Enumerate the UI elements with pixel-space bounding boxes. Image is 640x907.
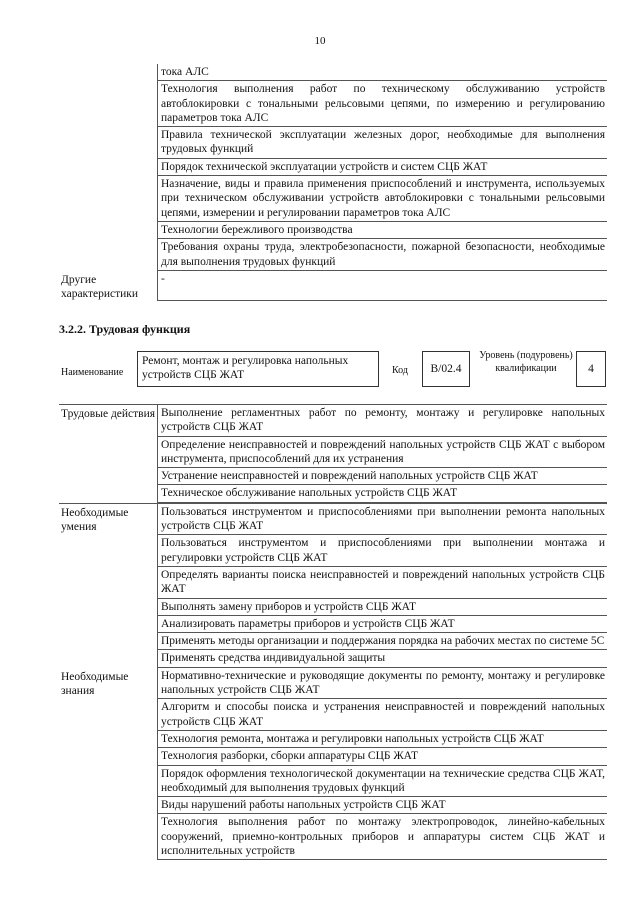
- table-cell: Технология разборки, сборки аппаратуры СЦБ ЖАТ: [158, 748, 607, 765]
- table-cell: Нормативно-технические и руководящие документы по ремонту, монтажу и регулировке напольных устройств СЦБ ЖАТ: [158, 668, 607, 700]
- table-cell: Технология ремонта, монтажа и регулировки напольных устройств СЦБ ЖАТ: [158, 731, 607, 748]
- table-cell: Применять методы организации и поддержания порядка на рабочих местах по системе 5С: [158, 633, 607, 650]
- table-cell: Технологии бережливого производства: [158, 222, 607, 239]
- table-cell: Выполнение регламентных работ по ремонту, монтажу и регулировке напольных устройств СЦБ ЖАТ: [158, 405, 607, 437]
- table-cell: Виды нарушений работы напольных устройств СЦБ ЖАТ: [158, 797, 607, 814]
- table-cell: Техническое обслуживание напольных устройств СЦБ ЖАТ: [158, 485, 607, 502]
- table-cell: Требования охраны труда, электробезопасности, пожарной безопасности, необходимые для выполнения трудовых функций: [158, 239, 607, 271]
- name-label: Наименование: [61, 367, 124, 378]
- table-cell: Порядок технической эксплуатации устройств и систем СЦБ ЖАТ: [158, 159, 607, 176]
- table-cell: Пользоваться инструментом и приспособлениями при выполнении монтажа и регулировки устройств СЦБ ЖАТ: [158, 535, 607, 567]
- table-cell: Назначение, виды и правила применения приспособлений и инструмента, используемых при техническом обслуживании устройств автоблокировки с тональными рельсовыми цепями, измерении и регулировании параметров тока АЛС: [158, 176, 607, 222]
- table-cell: Пользоваться инструментом и приспособлениями при выполнении ремонта напольных устройств СЦБ ЖАТ: [158, 504, 607, 536]
- labor-actions-row: [59, 405, 607, 503]
- table-cell: Алгоритм и способы поиска и устранения неисправностей и повреждений напольных устройств СЦБ ЖАТ: [158, 699, 607, 731]
- table-cell: Применять средства индивидуальной защиты: [158, 650, 607, 667]
- skills-label: Необходимые умения: [61, 506, 129, 534]
- other-characteristics-value: -: [158, 271, 607, 301]
- table-cell: Определять варианты поиска неисправностей и повреждений напольных устройств СЦБ ЖАТ: [158, 567, 607, 599]
- table-cell: Порядок оформления технологической документации на технические средства СЦБ ЖАТ, необходимый для выполнения трудовых функций: [158, 766, 607, 798]
- page-number: 10: [314, 35, 326, 47]
- table-cell: Анализировать параметры приборов и устройств СЦБ ЖАТ: [158, 616, 607, 633]
- code-value: В/02.4: [422, 351, 470, 387]
- table-cell: Технология выполнения работ по монтажу электропроводок, линейно-кабельных сооружений, приемно-контрольных приборов и аппаратуры систем СЦБ ЖАТ и исполнительных устройств: [158, 814, 607, 860]
- name-value: Ремонт, монтаж и регулировка напольных устройств СЦБ ЖАТ: [137, 351, 379, 387]
- table-cell: Выполнять замену приборов и устройств СЦБ ЖАТ: [158, 599, 607, 616]
- level-label: Уровень (подуровень) квалификации: [479, 350, 573, 374]
- top-knowledge-row: [59, 64, 607, 271]
- other-characteristics-label: Другие характеристики: [61, 273, 139, 301]
- table-cell: Технология выполнения работ по техническому обслуживанию устройств автоблокировки с тональными рельсовыми цепями, по измерению и регулированию параметров тока АЛС: [158, 81, 607, 127]
- labor-actions-label: Трудовые действия: [61, 408, 156, 420]
- other-characteristics-row: [59, 271, 607, 302]
- table-cell: Определение неисправностей и повреждений напольных устройств СЦБ ЖАТ с выбором инструмента, приспособлений для их устранения: [158, 437, 607, 469]
- skills-row: [59, 504, 607, 668]
- table-cell: Правила технической эксплуатации железных дорог, необходимые для выполнения трудовых функций: [158, 127, 607, 159]
- knowledge-row: [59, 668, 607, 861]
- table-cell: тока АЛС: [158, 64, 607, 81]
- section-title: 3.2.2. Трудовая функция: [59, 322, 191, 336]
- code-label: Код: [392, 365, 408, 376]
- table-cell: Устранение неисправностей и повреждений напольных устройств СЦБ ЖАТ: [158, 468, 607, 485]
- level-value: 4: [576, 351, 606, 387]
- function-header: [59, 343, 607, 397]
- top-knowledge-table: [59, 64, 607, 301]
- knowledge-label: Необходимые знания: [61, 670, 129, 698]
- top-knowledge-items: [157, 64, 607, 271]
- function-table: [59, 404, 607, 860]
